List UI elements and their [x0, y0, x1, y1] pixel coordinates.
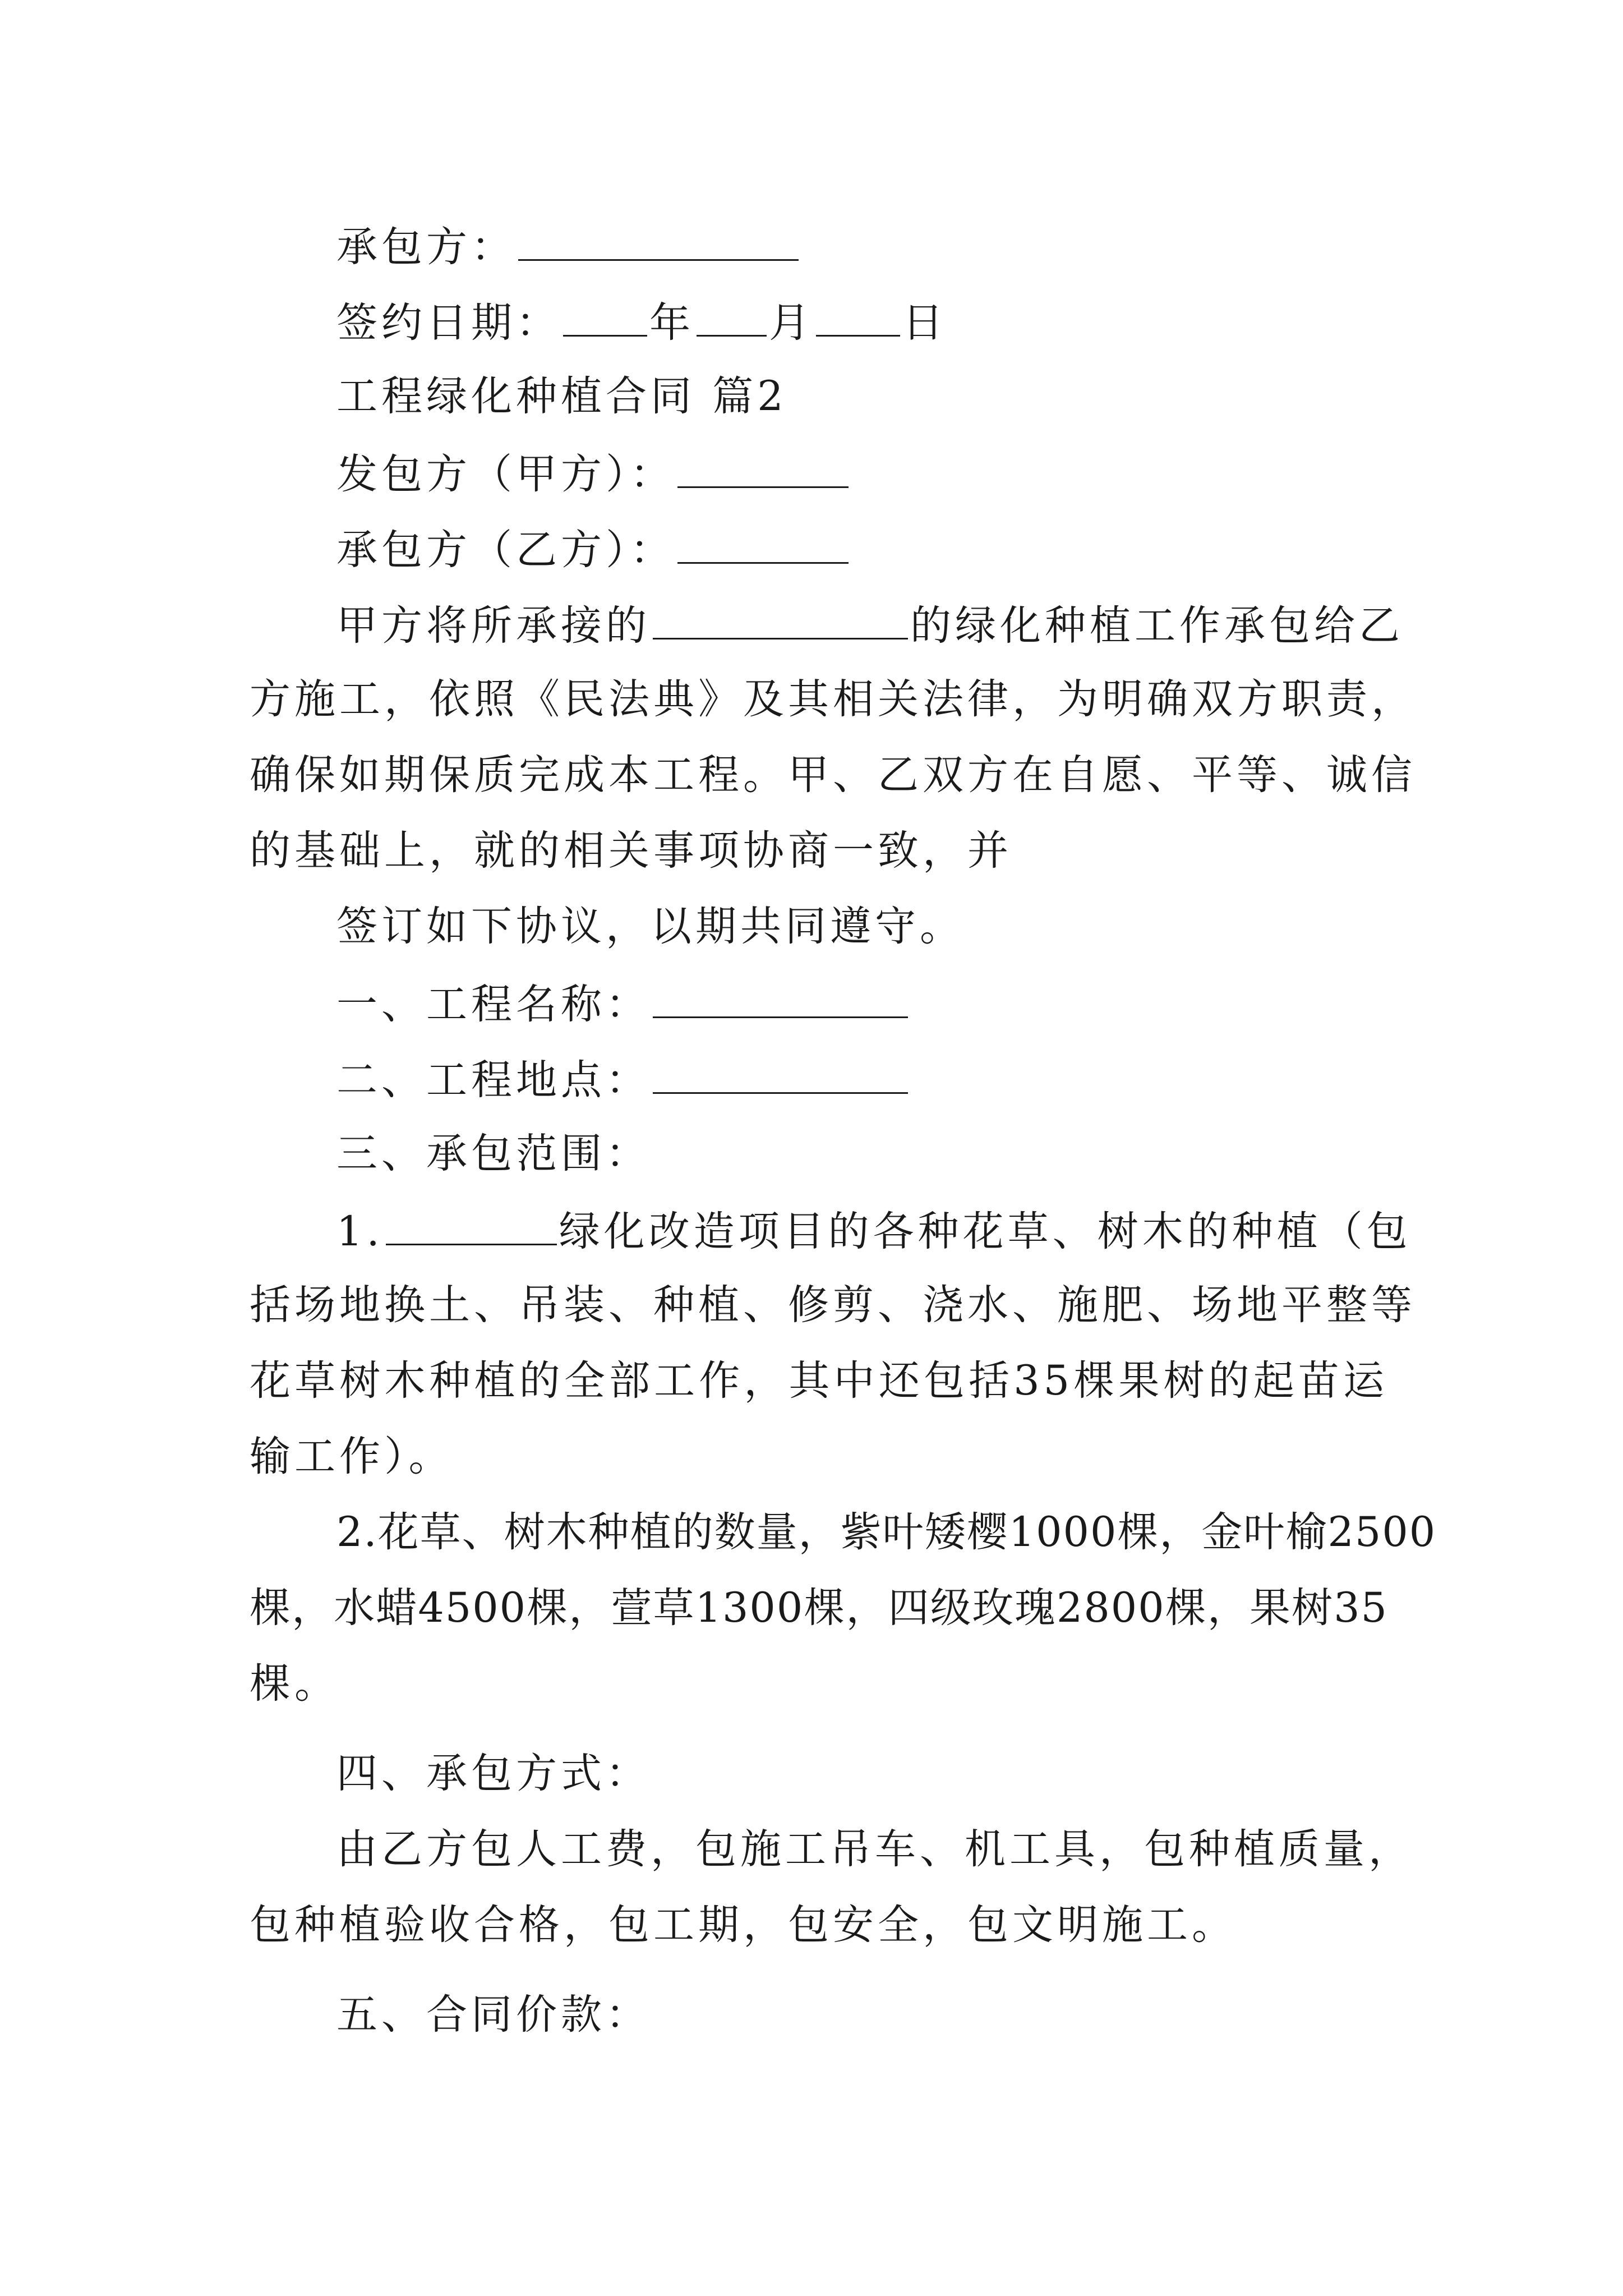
- scope-1-line-2: 括场地换土、吊装、种植、修剪、浇水、施肥、场地平整等: [250, 1281, 1416, 1329]
- item-2-line: [336, 1056, 910, 1104]
- sign-month-blank: [697, 300, 767, 337]
- item-1-line: [336, 981, 910, 1028]
- contractor-label: 承包方：: [336, 223, 516, 271]
- project-name-blank: [653, 982, 908, 1018]
- intro-line-2: 方施工，依照《民法典》及其相关法律，为明确双方职责，: [250, 675, 1416, 723]
- sign-year-blank: [563, 300, 647, 337]
- intro-line-5: 签订如下协议，以期共同遵守。: [336, 903, 965, 950]
- scope-1-blank: [386, 1209, 557, 1245]
- section-title: 工程绿化种植合同 篇2: [336, 372, 787, 420]
- intro-line-1: [336, 602, 1404, 650]
- item-1-label: 一、工程名称：: [336, 981, 651, 1028]
- sign-day-blank: [816, 300, 900, 337]
- scope-2-line-3: 棵。: [250, 1660, 339, 1708]
- sign-date-year: 年: [649, 299, 694, 347]
- party-b-blank: [677, 527, 849, 564]
- item-4-label: 四、承包方式：: [336, 1750, 651, 1797]
- contractor-line: [336, 223, 801, 271]
- item-3-label: 三、承包范围：: [336, 1130, 651, 1177]
- party-a-label: 发包方（甲方）：: [336, 450, 675, 498]
- intro-text-b: 的绿化种植工作承包给乙: [910, 602, 1404, 650]
- item-2-label: 二、工程地点：: [336, 1056, 651, 1104]
- method-line-2: 包种植验收合格，包工期，包安全，包文明施工。: [250, 1901, 1237, 1949]
- scope-1-number: 1.: [336, 1208, 384, 1255]
- party-a-blank: [677, 452, 849, 488]
- sign-date-label: 签约日期：: [336, 299, 561, 347]
- scope-2-line-2: 棵，水蜡4500棵，萱草1300棵，四级玫瑰2800棵，果树35: [250, 1584, 1388, 1632]
- project-location-blank: [653, 1057, 908, 1094]
- method-line-1: 由乙方包人工费，包施工吊车、机工具，包种植质量，: [336, 1825, 1413, 1873]
- scope-2-line-1: 2.花草、树木种植的数量，紫叶矮樱1000棵，金叶榆2500: [336, 1508, 1437, 1556]
- sign-date-month: 月: [769, 299, 814, 347]
- sign-date-day: 日: [902, 299, 947, 347]
- party-b-label: 承包方（乙方）：: [336, 526, 675, 574]
- sign-date-line: [336, 299, 947, 347]
- scope-1-line-1: [336, 1208, 1412, 1255]
- intro-line-3: 确保如期保质完成本工程。甲、乙双方在自愿、平等、诚信: [250, 751, 1416, 799]
- contractor-blank: [518, 224, 799, 261]
- intro-text-a: 甲方将所承接的: [336, 602, 651, 650]
- scope-1-line-3: 花草树木种植的全部工作，其中还包括35棵果树的起苗运: [250, 1357, 1388, 1405]
- scope-1-text: 绿化改造项目的各种花草、树木的种植（包: [559, 1208, 1412, 1255]
- item-5-label: 五、合同价款：: [336, 1991, 651, 2039]
- project-blank: [653, 603, 908, 639]
- party-b-line: [336, 526, 851, 574]
- scope-1-line-4: 输工作）。: [250, 1433, 454, 1480]
- party-a-line: [336, 450, 851, 498]
- intro-line-4: 的基础上，就的相关事项协商一致，并: [250, 827, 1012, 875]
